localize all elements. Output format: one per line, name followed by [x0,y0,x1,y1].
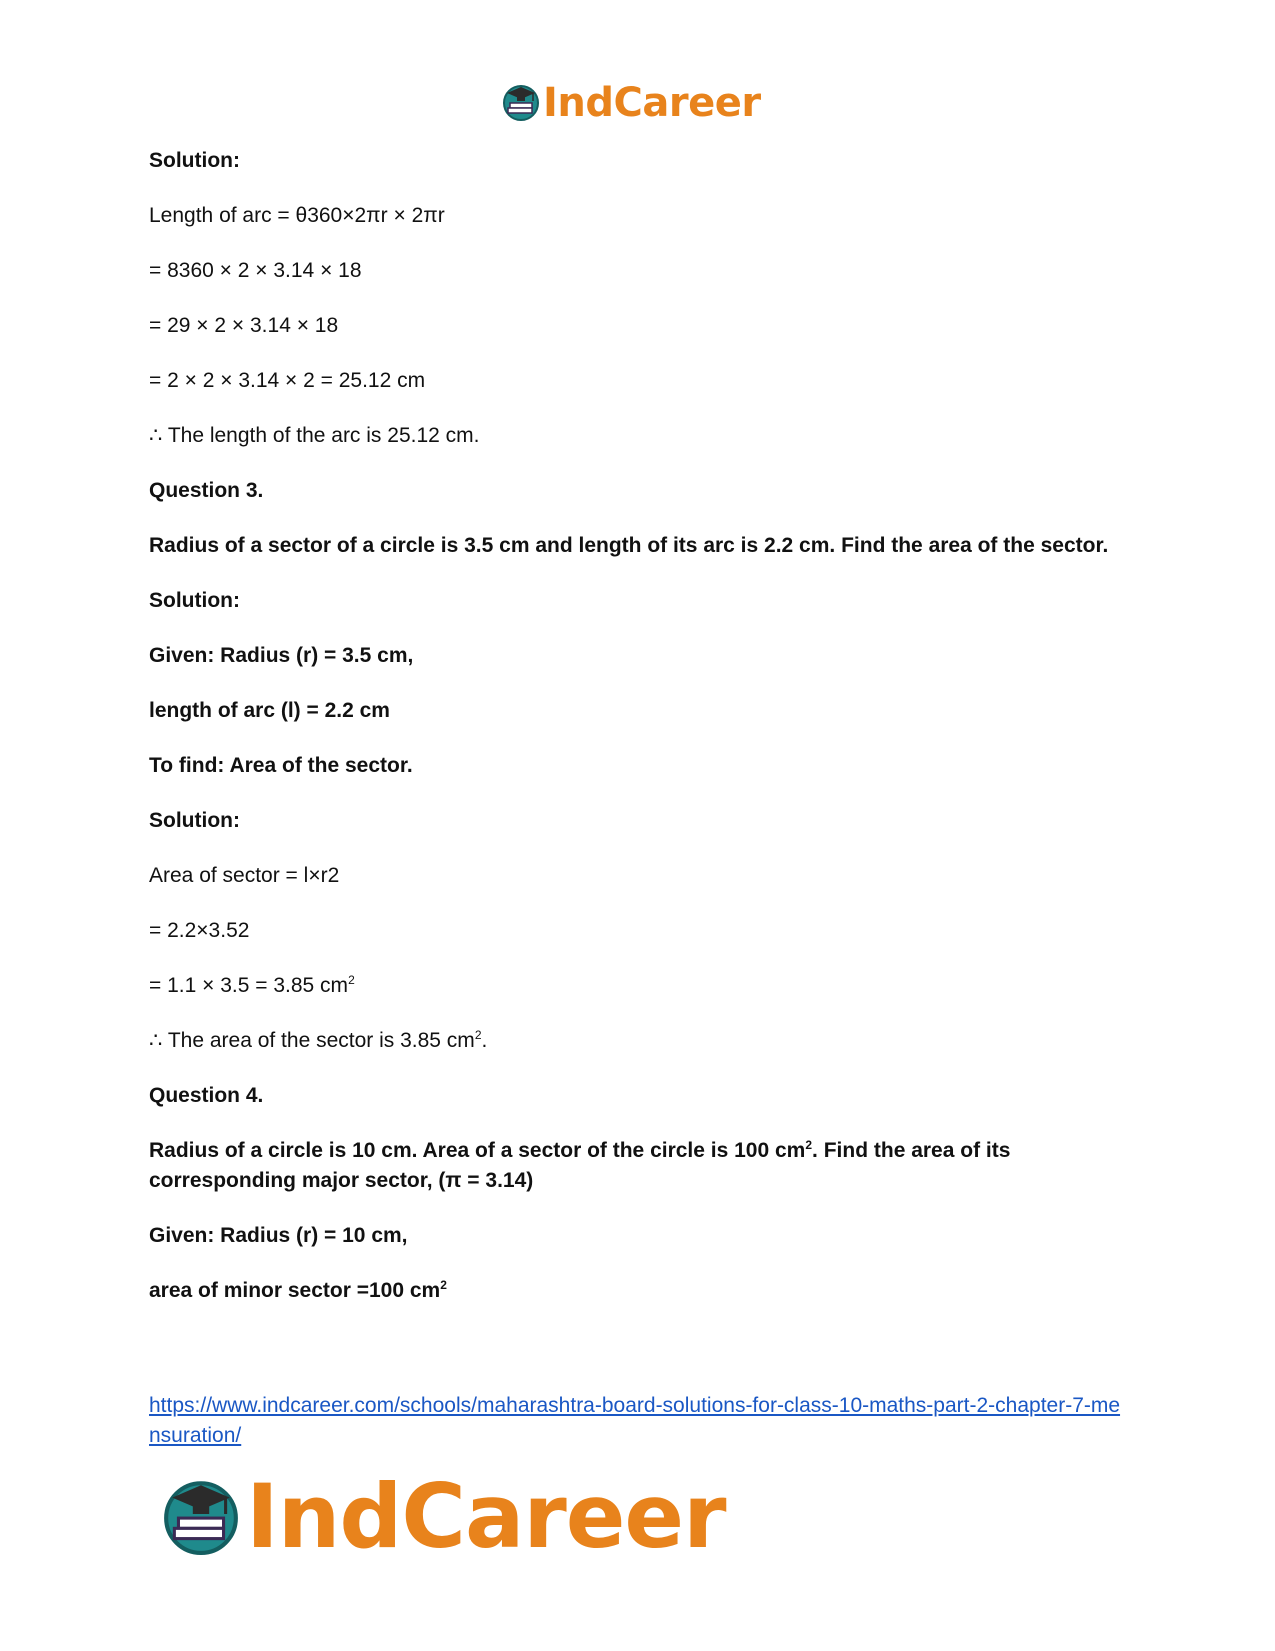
superscript: 2 [348,973,355,987]
conclusion-line [149,1026,1129,1056]
conclusion-text: ∴ The area of the sector is 3.85 cm [149,1029,475,1052]
solution-heading: Solution: [149,589,240,612]
logo-text: IndCareer [543,80,761,126]
logo-text: IndCareer [246,1465,726,1568]
source-url-link[interactable]: https://www.indcareer.com/schools/maharashtra-board-solutions-for-class-10-maths-part-2-chapter-7-mensuration/ [149,1394,1121,1447]
given-text: area of minor sector =100 cm [149,1279,441,1302]
superscript: 2 [474,1028,482,1042]
formula-text: = 1.1 × 3.5 = 3.85 cm [149,974,349,997]
given-line [149,1276,1129,1306]
to-find-line: To find: Area of the sector. [149,754,413,777]
formula-line: = 2 × 2 × 3.14 × 2 = 25.12 cm [149,369,426,392]
period: . [481,1029,488,1052]
given-line: Given: Radius (r) = 3.5 cm, [149,644,414,667]
conclusion-line: ∴ The length of the arc is 25.12 cm. [149,424,480,447]
footer-logo [160,1465,726,1568]
formula-line: = 8360 × 2 × 3.14 × 18 [149,259,362,282]
question-text-part: . Find the area of its corresponding major sector, (π = 3.14) [149,1139,1011,1192]
given-line: length of arc (l) = 2.2 cm [149,699,390,722]
superscript: 2 [805,1138,813,1152]
given-line: Given: Radius (r) = 10 cm, [149,1224,408,1247]
question-text [149,1136,1129,1196]
question-text-part: Radius of a circle is 10 cm. Area of a sector of the circle is 100 cm [149,1139,806,1162]
formula-line: = 29 × 2 × 3.14 × 18 [149,314,339,337]
formula-line [149,971,1129,1001]
formula-line: Area of sector = l×r2 [149,864,340,887]
graduation-cap-book-globe-icon [501,81,541,126]
formula-line: = 2.2×3.52 [149,919,250,942]
solution-heading: Solution: [149,809,240,832]
header-logo [501,80,761,126]
superscript: 2 [440,1278,447,1292]
document-body [149,146,1129,1331]
formula-line: Length of arc = θ360×2πr × 2πr [149,204,445,227]
question-heading: Question 4. [149,1084,264,1107]
question-heading: Question 3. [149,479,264,502]
graduation-cap-book-globe-icon [160,1473,242,1560]
solution-heading: Solution: [149,149,240,172]
question-text: Radius of a sector of a circle is 3.5 cm and length of its arc is 2.2 cm. Find the area of the sector. [149,534,1109,557]
